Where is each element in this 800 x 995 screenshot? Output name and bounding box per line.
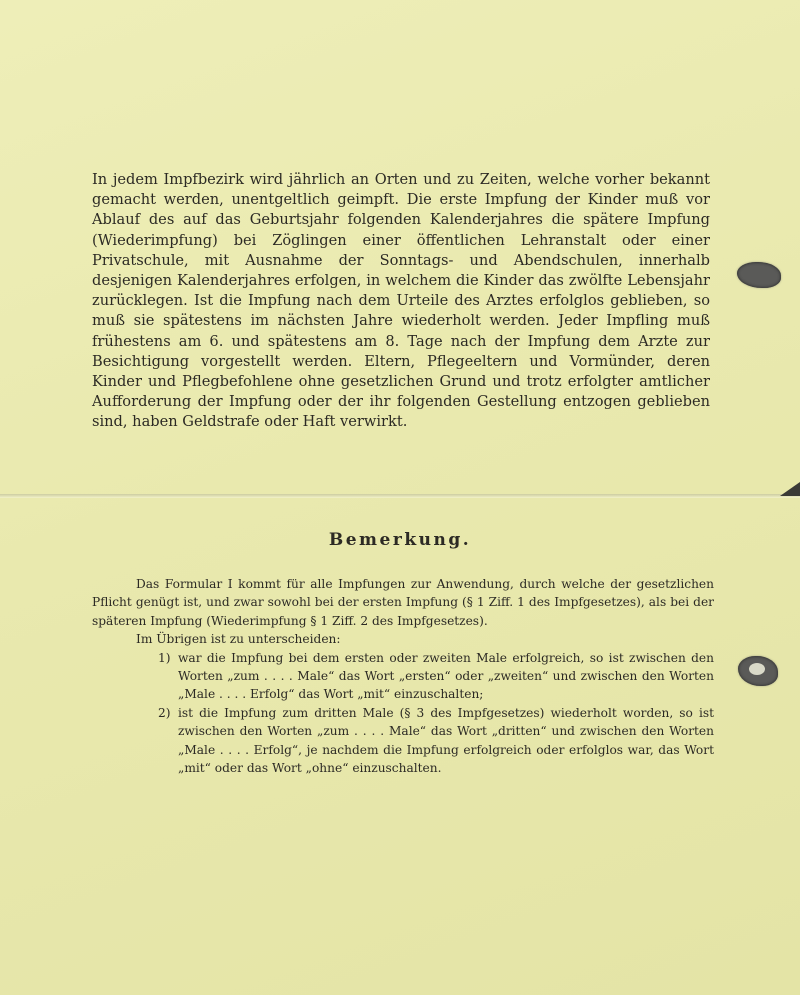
remark-item-2	[92, 704, 714, 778]
remark-item-number: 1)	[158, 650, 171, 665]
remark-intro: Das Formular I kommt für alle Impfungen zur Anwendung, durch welche der gesetzlichen Pflicht genügt ist, und zwar sowohl bei der ersten Impfung (§ 1 Ziff. 1 des Impfgesetzes), als bei der späteren Impfung (Wiederimpfung § 1 Ziff. 2 des Impfgesetzes).	[92, 577, 714, 628]
remark-item-text: war die Impfung bei dem ersten oder zweiten Male erfolgreich, so ist zwischen den Worten „zum . . . . Male“ das Wort „ersten“ oder „zweiten“ und zwischen den Worten „Male . . . . Erfolg“ das Wort „mit“ einzuschalten;	[178, 650, 714, 702]
remark-item-number: 2)	[158, 705, 171, 720]
remark-item-1	[92, 649, 714, 704]
remark-heading: Bemerkung.	[328, 530, 472, 550]
page-fold-crease	[0, 494, 800, 498]
remark-item-text: ist die Impfung zum dritten Male (§ 3 des Impfgesetzes) wiederholt worden, so ist zwischen den Worten „zum . . . . Male“ das Wort „dritten“ und zwischen den Worten „Male . . . . Erfolg“, je nachdem die Impfung erfolgreich oder erfolglos war, das Wort „mit“ oder das Wort „ohne“ einzuschalten.	[178, 705, 714, 776]
remark-sub: Im Übrigen ist zu unterscheiden:	[136, 632, 341, 647]
main-paragraph: In jedem Impfbezirk wird jährlich an Orten und zu Zeiten, welche vorher bekannt gemacht werden, unentgeltlich geimpft. Die erste Impfung der Kinder muß vor Ablauf des auf das Geburtsjahr folgenden Kalenderjahres die spätere Impfung (Wiederimpfung) bei Zöglingen einer öffentlichen Lehranstalt oder einer Privatschule, mit Ausnahme der Sonntags- und Abendschulen, innerhalb desjenigen Kalenderjahres erfolgen, in welchem die Kinder das zwölfte Lebensjahr zurücklegen. Ist die Impfung nach dem Urteile des Arztes erfolglos geblieben, so muß sie spätestens im nächsten Jahre wiederholt werden. Jeder Impfling muß frühestens am 6. und spätestens am 8. Tage nach der Impfung dem Arzte zur Besichtigung vorgestellt werden. Eltern, Pflegeeltern und Vormünder, deren Kinder und Pflegbefohlene ohne gesetzlichen Grund und trotz erfolgter amtlicher Aufforderung der Impfung oder der ihr folgenden Gestellung entzogen geblieben sind, haben Geldstrafe oder Haft verwirkt.	[92, 171, 710, 431]
remark-section	[92, 575, 714, 777]
punch-hole-bottom	[738, 656, 778, 686]
punch-hole-top	[737, 262, 781, 288]
remark-list	[92, 649, 714, 778]
